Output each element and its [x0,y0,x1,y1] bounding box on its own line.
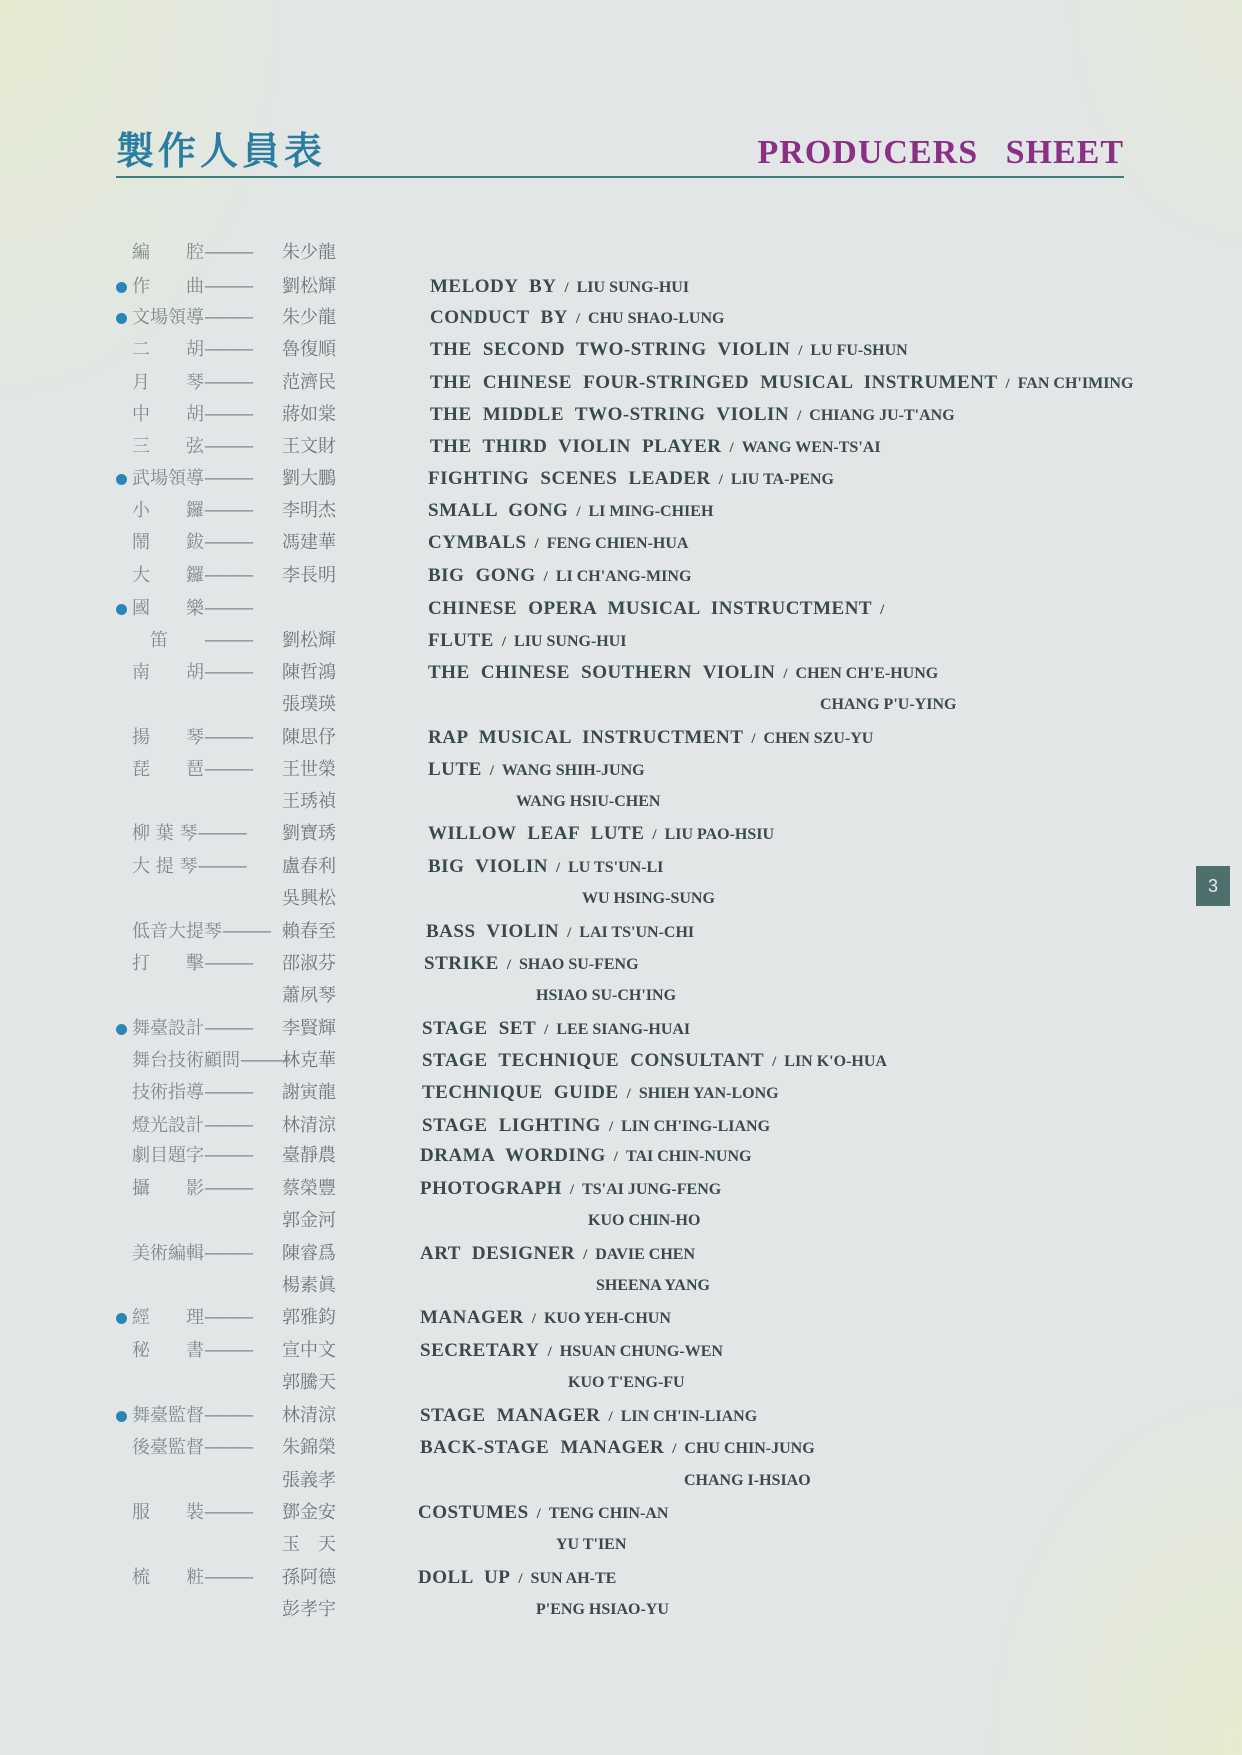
role-chinese: 大 提 琴——— [132,856,246,877]
credit-row [0,464,1242,494]
role-chinese: 燈光設計——— [132,1115,252,1136]
role-english: MANAGER [420,1307,524,1328]
role-chinese: 武場領導——— [132,468,252,489]
name-english: TAI CHIN-NUNG [625,1148,752,1165]
credit-english [430,272,689,303]
separator-slash: / [555,860,561,876]
separator-slash: / [536,1506,541,1522]
name-chinese: 林克華 [282,1050,336,1071]
name-english: SUN AH-TE [530,1570,617,1587]
name-chinese: 劉大鵬 [282,468,336,489]
separator-slash: / [564,280,569,296]
bullet-dot-icon [116,1313,127,1324]
name-chinese: 范濟民 [282,372,336,393]
bullet-dot-icon [116,282,127,293]
name-chinese: 陳思伃 [282,727,336,748]
credit-row [0,272,1242,302]
role-chinese: 服 裝——— [132,1502,252,1523]
separator-slash: / [543,569,548,585]
credit-english [426,917,694,948]
name-english: WANG SHIH-JUNG [501,762,645,779]
credit-english [424,949,639,980]
name-english: KUO T'ENG-FU [568,1374,685,1391]
name-english: WU HSING-SUNG [582,890,715,907]
name-english: LAI TS'UN-CHI [579,924,695,941]
role-chinese: 作 曲——— [132,276,252,297]
credit-row [0,303,1242,333]
credit-row [0,690,1242,720]
name-chinese: 王琇禎 [282,791,336,812]
separator-slash: / [729,440,734,456]
credit-row [0,1174,1242,1204]
name-chinese: 張義孝 [282,1470,336,1491]
credit-row [0,432,1242,462]
name-chinese: 郭雅鈞 [282,1307,336,1328]
credit-english [428,755,645,786]
name-english: LI MING-CHIEH [588,503,714,520]
credit-english [420,1401,757,1432]
name-english: SHIEH YAN-LONG [638,1085,779,1102]
separator-slash: / [608,1119,614,1135]
credit-english [596,1271,710,1301]
name-chinese: 李賢輝 [282,1018,336,1039]
name-chinese: 盧春利 [282,856,336,877]
credit-row [0,1239,1242,1269]
role-english: WILLOW LEAF LUTE [428,823,645,844]
name-chinese: 馮建華 [282,532,336,553]
credit-row [0,1595,1242,1625]
role-chinese: 編 腔——— [132,242,252,263]
separator-slash: / [567,925,572,941]
role-chinese: 低音大提琴——— [132,921,270,942]
credit-row [0,852,1242,882]
role-chinese: 笛 ——— [132,630,252,651]
name-chinese: 臺靜農 [282,1145,336,1166]
name-english: LIU PAO-HSIU [664,826,775,843]
credit-row [0,917,1242,947]
name-chinese: 賴春至 [282,921,336,942]
role-english: DOLL UP [418,1567,511,1588]
credit-row [0,819,1242,849]
role-english: STAGE TECHNIQUE CONSULTANT [422,1050,765,1071]
role-chinese: 大 鑼——— [132,565,252,586]
role-english: COSTUMES [418,1502,529,1523]
role-chinese: 三 弦——— [132,436,252,457]
name-english: KUO CHIN-HO [588,1212,701,1229]
role-chinese: 打 擊——— [132,953,252,974]
separator-slash: / [569,1182,575,1198]
name-chinese: 彭孝宇 [282,1599,336,1620]
role-chinese: 美術編輯——— [132,1243,252,1264]
name-english: WANG WEN-TS'AI [741,439,881,456]
credit-english [430,432,881,463]
separator-slash: / [608,1409,613,1425]
name-english: CHANG I-HSIAO [684,1472,811,1489]
name-chinese: 陳哲鴻 [282,662,336,683]
role-english: STRIKE [424,953,499,974]
name-chinese: 蕭夙琴 [282,985,336,1006]
credit-english [582,884,715,914]
credit-english [430,400,955,431]
name-chinese: 蔡榮豐 [282,1178,336,1199]
separator-slash: / [518,1571,523,1587]
credit-english [430,368,1133,399]
name-chinese: 王文財 [282,436,336,457]
name-chinese: 劉寶琇 [282,823,336,844]
separator-slash: / [798,343,803,359]
role-chinese: 中 胡——— [132,404,252,425]
separator-slash: / [672,1441,677,1457]
credit-english [568,1368,685,1398]
role-chinese: 攝 影——— [132,1178,252,1199]
name-chinese: 李長明 [282,565,336,586]
name-chinese: 陳睿爲 [282,1243,336,1264]
credit-row [0,400,1242,430]
credit-row [0,561,1242,591]
credit-row [0,335,1242,365]
credit-english [428,464,834,495]
name-english: SHAO SU-FENG [518,956,639,973]
role-english: ART DESIGNER [420,1243,576,1264]
separator-slash: / [880,602,885,618]
bullet-dot-icon [116,474,127,485]
credit-row [0,787,1242,817]
credit-row [0,238,1242,268]
credit-row [0,884,1242,914]
separator-slash: / [576,504,581,520]
credit-english [420,1303,671,1334]
role-chinese: 劇目題字——— [132,1145,252,1166]
separator-slash: / [783,666,788,682]
role-english: BASS VIOLIN [426,921,560,942]
name-chinese: 劉松輝 [282,276,336,297]
name-chinese: 宣中文 [282,1340,336,1361]
separator-slash: / [531,1311,536,1327]
role-english: CONDUCT BY [430,307,568,328]
credit-row [0,368,1242,398]
name-chinese: 鄧金安 [282,1502,336,1523]
name-english: FAN CH'IMING [1017,375,1134,392]
name-english: WANG HSIU-CHEN [516,793,661,810]
credit-row [0,1271,1242,1301]
separator-slash: / [613,1149,618,1165]
role-chinese: 文場領導——— [132,307,252,328]
role-english: DRAMA WORDING [420,1145,606,1166]
role-chinese: 秘 書——— [132,1340,252,1361]
separator-slash: / [544,1022,549,1038]
name-english: HSIAO SU-CH'ING [536,987,677,1004]
role-english: STAGE SET [422,1018,537,1039]
role-english: PHOTOGRAPH [420,1178,562,1199]
name-chinese: 郭金河 [282,1210,336,1231]
role-chinese: 鬧 鈸——— [132,532,252,553]
role-english: BIG GONG [428,565,536,586]
role-chinese: 舞臺設計——— [132,1018,252,1039]
credit-english [428,594,892,625]
role-chinese: 揚 琴——— [132,727,252,748]
credit-english [428,528,688,559]
bullet-dot-icon [116,313,127,324]
name-english: LIN K'O-HUA [784,1053,887,1070]
role-chinese: 琵 琶——— [132,759,252,780]
credit-english [422,1078,779,1109]
name-chinese: 魯復順 [282,339,336,360]
role-chinese: 二 胡——— [132,339,252,360]
separator-slash: / [547,1344,552,1360]
bullet-dot-icon [116,1411,127,1422]
credit-english [420,1174,721,1205]
name-english: LU FU-SHUN [810,342,908,359]
name-english: YU T'IEN [556,1536,627,1553]
name-chinese: 邵淑芬 [282,953,336,974]
credit-row [0,1206,1242,1236]
name-chinese: 孫阿德 [282,1567,336,1588]
credit-english [422,1046,887,1077]
role-chinese: 經 理——— [132,1307,252,1328]
credit-row [0,1078,1242,1108]
credit-row [0,1368,1242,1398]
name-english: SHEENA YANG [596,1277,710,1294]
role-english: LUTE [428,759,482,780]
separator-slash: / [534,536,539,552]
credit-english [588,1206,700,1236]
name-english: HSUAN CHUNG-WEN [559,1343,723,1360]
credit-english [420,1141,751,1172]
role-english: CYMBALS [428,532,527,553]
credit-english [430,335,908,366]
role-english: STAGE MANAGER [420,1405,601,1426]
credit-english [420,1433,815,1464]
separator-slash: / [506,957,511,973]
name-english: CHANG P'U-YING [820,696,957,713]
role-english: THE SECOND TWO-STRING VIOLIN [430,339,791,360]
role-english: BACK-STAGE MANAGER [420,1437,665,1458]
name-chinese: 劉松輝 [282,630,336,651]
credit-row [0,626,1242,656]
credit-row [0,1141,1242,1171]
credit-english [418,1498,668,1529]
credit-row [0,723,1242,753]
credit-row [0,949,1242,979]
credit-english [536,1595,669,1625]
credit-row [0,658,1242,688]
name-chinese: 林清涼 [282,1115,336,1136]
credit-english [422,1014,690,1045]
role-english: THE MIDDLE TWO-STRING VIOLIN [430,404,790,425]
credit-english [420,1239,695,1270]
credit-row [0,1336,1242,1366]
name-english: TENG CHIN-AN [548,1505,669,1522]
name-chinese: 謝寅龍 [282,1082,336,1103]
credit-row [0,1466,1242,1496]
role-english: THE THIRD VIOLIN PLAYER [430,436,722,457]
separator-slash: / [626,1086,631,1102]
credit-english [428,723,873,754]
name-chinese: 朱少龍 [282,307,336,328]
separator-slash: / [718,472,723,488]
credit-english [820,690,956,720]
name-english: LIN CH'IN-LIANG [620,1408,758,1425]
credit-english [516,787,660,817]
role-english: TECHNIQUE GUIDE [422,1082,619,1103]
name-chinese: 林清涼 [282,1405,336,1426]
credit-english [428,496,713,527]
role-english: STAGE LIGHTING [422,1115,601,1136]
name-english: CHIANG JU-T'ANG [809,407,955,424]
credit-row [0,981,1242,1011]
name-english: LI CH'ANG-MING [555,568,692,585]
role-english: BIG VIOLIN [428,856,548,877]
credit-english [430,303,724,334]
name-english: LIU TA-PENG [730,471,834,488]
credit-row [0,1046,1242,1076]
credit-english [420,1336,723,1367]
role-english: SECRETARY [420,1340,540,1361]
name-english: LIU SUNG-HUI [514,633,627,650]
role-english: FIGHTING SCENES LEADER [428,468,711,489]
role-english: MELODY BY [430,276,557,297]
role-chinese: 技術指導——— [132,1082,252,1103]
separator-slash: / [772,1054,777,1070]
credit-row [0,1111,1242,1141]
separator-slash: / [652,827,657,843]
separator-slash: / [489,763,494,779]
role-english: THE CHINESE SOUTHERN VIOLIN [428,662,776,683]
name-english: LIU SUNG-HUI [576,279,690,296]
role-english: CHINESE OPERA MUSICAL INSTRUCTMENT [428,598,873,619]
role-chinese: 柳 葉 琴——— [132,823,246,844]
name-english: CHU SHAO-LUNG [588,310,725,327]
role-chinese: 國 樂——— [132,598,252,619]
role-chinese: 南 胡——— [132,662,252,683]
credit-row [0,1563,1242,1593]
credit-row [0,496,1242,526]
credit-english [684,1466,811,1496]
name-chinese: 楊素眞 [282,1275,336,1296]
name-english: DAVIE CHEN [595,1246,696,1263]
role-chinese: 舞台技術顧問——— [132,1050,288,1071]
separator-slash: / [797,408,802,424]
separator-slash: / [1005,376,1010,392]
role-english: SMALL GONG [428,500,569,521]
role-chinese: 小 鑼——— [132,500,252,521]
name-english: LU TS'UN-LI [568,859,664,876]
credit-english [428,852,663,883]
role-english: RAP MUSICAL INSTRUCTMENT [428,727,744,748]
credit-english [428,658,938,689]
name-chinese: 吳興松 [282,888,336,909]
credit-english [428,626,627,657]
name-english: TS'AI JUNG-FENG [582,1181,722,1198]
credit-english [428,561,691,592]
credit-row [0,594,1242,624]
name-english: LEE SIANG-HUAI [556,1021,691,1038]
name-english: CHU CHIN-JUNG [684,1440,815,1457]
name-chinese: 張璞瑛 [282,694,336,715]
credit-english [418,1563,616,1594]
separator-slash: / [575,311,581,327]
bullet-dot-icon [116,1024,127,1035]
name-chinese: 王世榮 [282,759,336,780]
name-chinese: 蔣如棠 [282,404,336,425]
credit-row [0,1303,1242,1333]
role-chinese: 梳 粧——— [132,1567,252,1588]
credit-row [0,1401,1242,1431]
name-english: CHEN CH'E-HUNG [795,665,939,682]
credit-row [0,1014,1242,1044]
name-chinese: 玉 天 [282,1534,336,1555]
bullet-dot-icon [116,604,127,615]
role-chinese: 月 琴——— [132,372,252,393]
page-title-english: PRODUCERS SHEET [757,134,1124,171]
separator-slash: / [501,634,507,650]
credit-row [0,528,1242,558]
name-english: FENG CHIEN-HUA [546,535,689,552]
name-english: CHEN SZU-YU [763,730,874,747]
credit-row [0,1433,1242,1463]
page-number-tab: 3 [1196,866,1230,906]
separator-slash: / [751,731,756,747]
separator-slash: / [583,1247,588,1263]
credit-english [536,981,676,1011]
name-chinese: 朱錦榮 [282,1437,336,1458]
credit-row [0,755,1242,785]
credit-english [556,1530,626,1560]
name-chinese: 郭騰天 [282,1372,336,1393]
role-english: FLUTE [428,630,494,651]
credit-english [428,819,774,850]
name-chinese: 李明杰 [282,500,336,521]
name-english: KUO YEH-CHUN [543,1310,671,1327]
credit-row [0,1498,1242,1528]
name-english: LIN CH'ING-LIANG [621,1118,771,1135]
role-english: THE CHINESE FOUR-STRINGED MUSICAL INSTRUMENT [430,372,998,393]
name-english: P'ENG HSIAO-YU [536,1601,669,1618]
role-chinese: 後臺監督——— [132,1437,252,1458]
name-chinese: 朱少龍 [282,242,336,263]
role-chinese: 舞臺監督——— [132,1405,252,1426]
page-title-chinese: 製作人員表 [116,128,327,173]
credit-row [0,1530,1242,1560]
credit-english [422,1111,770,1142]
